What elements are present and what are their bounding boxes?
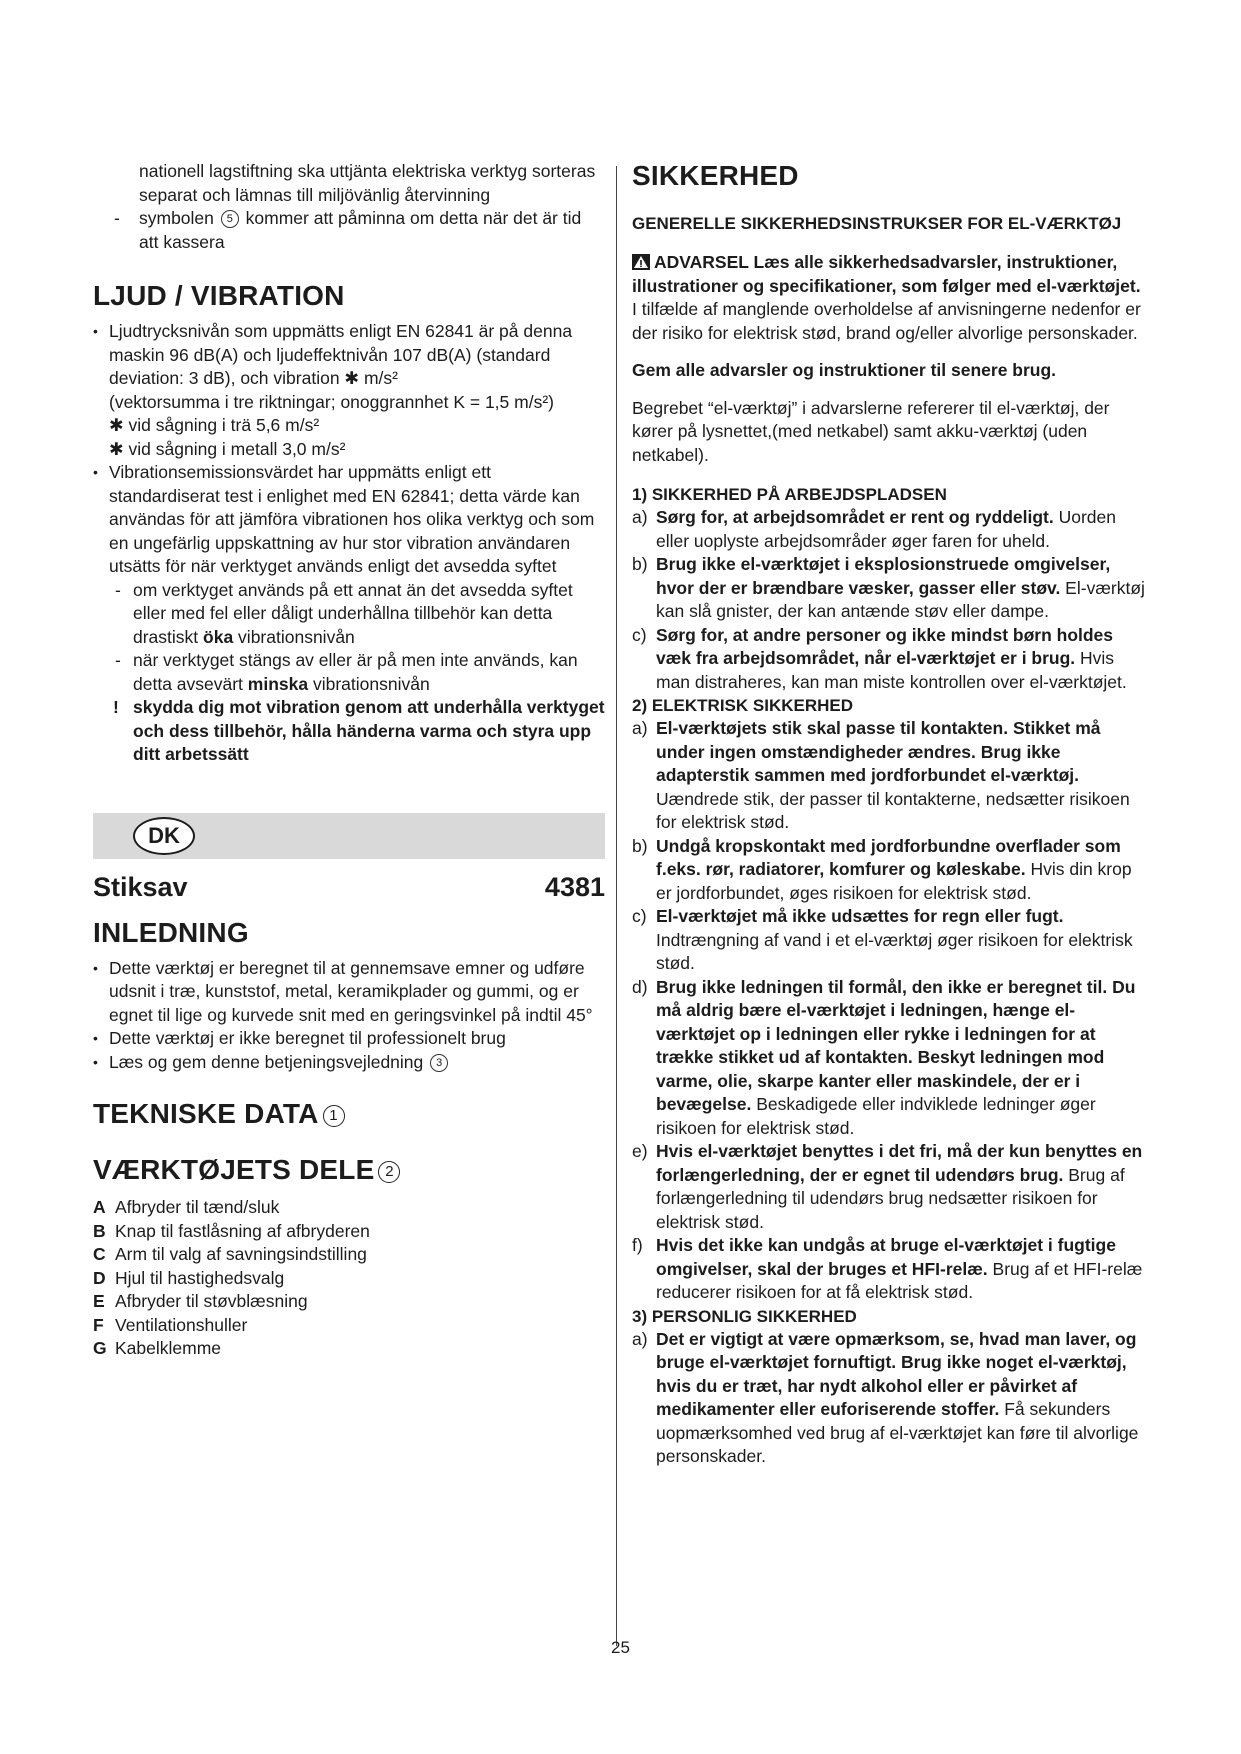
vibration-warning: ! skydda dig mot vibration genom att underhålla verktyget och dess tillbehör, hålla händerna varma och styra upp ditt arbetssätt — [113, 697, 605, 764]
left-column — [93, 160, 605, 1361]
product-name: Stiksav — [93, 871, 188, 902]
safety-item: d) Brug ikke ledningen til formål, den ikke er beregnet til. Du må aldrig bære el-værktøjet i ledningen, hænge el-værktøjet op i ledningen eller rykke i ledningen for at trække stikket ud af kontakten. Beskyt ledningen mod varme, olie, skarpe kanter eller maskindele, der er i bevægelse. Beskadigede eller indviklede ledninger øger risikoen for elektrisk stød. — [632, 976, 1136, 1138]
parts-list-item: C Arm til valg af savningsindstilling — [93, 1244, 367, 1264]
safety-item: b) Brug ikke el-værktøjet i eksplosionstruede omgivelser, hvor der er brændbare væsker, gasser eller støv. El-værktøj kan slå gnister, der kan antænde støv eller dampe. — [632, 554, 1145, 621]
inledning-bullet-1: • Dette værktøj er beregnet til at gennemsave emner og udføre udsnit i træ, kunststof, metal, keramikplader og gummi, og er egnet til lige og kurvede snit med en geringsvinkel på indtil 45° — [93, 957, 593, 1025]
safety-item: c) El-værktøjet må ikke udsættes for regn eller fugt. Indtrængning af vand i et el-værktøj øger risikoen for elektrisk stød. — [632, 906, 1133, 973]
inledning-bullet-3: • Læs og gem denne betjeningsvejledning 3 — [93, 1051, 605, 1075]
advarsel-paragraph: ADVARSEL Læs alle sikkerhedsadvarsler, instruktioner, illustrationer og specifikationer, som følger med el-værktøjet. I tilfælde af manglende overholdelse af anvisningerne nedenfor er der risiko for elektrisk stød, brand og/eller alvorlige personskader. — [632, 252, 1141, 343]
safety-item: a) El-værktøjets stik skal passe til kontakten. Stikket må under ingen omstændigheder ændres. Brug ikke adapterstik sammen med jordforbundet el-værktøj. Uændrede stik, der passer til kontakterne, nedsætter risikoen for elektrisk stød. — [632, 718, 1130, 832]
inledning-bullet-2: • Dette værktøj er ikke beregnet til professionelt brug — [93, 1028, 506, 1048]
inledning-heading: INLEDNING — [93, 916, 249, 948]
recycling-symbol-item: - symbolen 5 kommer att påminna om detta när det är tid att kassera — [114, 208, 582, 252]
safety-item: c) Sørg for, at andre personer og ikke mindst børn holdes væk fra arbejdsområdet, når el-værktøjet er i brug. Hvis man distraheres, kan man miste kontrollen over el-værktøjet. — [632, 624, 1127, 692]
safety-item: f) Hvis det ikke kan undgås at bruge el-værktøjet i fugtige omgivelser, skal der bruges et HFI-relæ. Brug af et HFI-relæ reducerer risikoen for at få elektrisk stød. — [632, 1235, 1143, 1302]
recycling-text: nationell lagstiftning ska uttjänta elektriska verktyg sorteras separat och lämnas till miljövänlig återvinning — [139, 161, 596, 205]
ljud-vibration-heading: LJUD / VIBRATION — [93, 280, 345, 311]
safety-item: e) Hvis el-værktøjet benyttes i det fri, må der kun benyttes en forlængerledning, der er egnet til udendørs brug. Brug af forlængerledning til udendørs brug nedsætter risikoen for elektrisk stød. — [632, 1141, 1143, 1232]
section-2-heading: 2) ELEKTRISK SIKKERHED — [632, 696, 854, 715]
language-band — [93, 813, 605, 859]
vibration-dash-2: - när verktyget stängs av eller är på men inte används, kan detta avsevärt minska vibrationsnivån — [115, 650, 578, 694]
vibration-dash-1: - om verktyget används på ett annat än det avsedda syftet eller med fel eller dåligt underhållna tillbehör kan detta drastiskt öka vibrationsnivån — [115, 579, 573, 647]
product-title-row — [93, 871, 605, 903]
exclamation-icon: ! — [113, 697, 119, 717]
ljud-bullet-1: • Ljudtrycksnivån som uppmätts enligt EN 62841 är på denna maskin 96 dB(A) och ljudeffektnivån 107 dB(A) (standard deviation: 3 dB), och vibration ✱ m/s² (vektorsumma i tre riktningar; onoggrannhet K = 1,5 m/s²) ✱ vid sågning i trä 5,6 m/s² ✱ vid sågning i metall 3,0 m/s² — [93, 320, 605, 461]
right-column — [632, 160, 1147, 1469]
ljud-bullet-2: • Vibrationsemissionsvärdet har uppmätts enligt ett standardiserat test i enlighet med EN 62841; detta värde kan användas för att jämföra vibrationen hos olika verktyg och som en ungefärlig uppskattning av hur stor vibration användaren utsätts för när verktyget används enligt det avsedda syftet — [93, 462, 595, 576]
ref-1-icon: 1 — [323, 1105, 345, 1127]
ljud-tra: ✱ vid sågning i trä 5,6 m/s² — [109, 415, 320, 435]
parts-list-item: D Hjul til hastighedsvalg — [93, 1267, 285, 1288]
parts-list-item: A Afbryder til tænd/sluk — [93, 1197, 280, 1217]
page-number: 25 — [611, 1638, 630, 1657]
parts-list-item: F Ventilationshuller — [93, 1314, 248, 1335]
ljud-metall: ✱ vid sågning i metall 3,0 m/s² — [109, 438, 346, 459]
begrebet-paragraph: Begrebet “el-værktøj” i advarslerne refererer til el-værktøj, der kører på lysnettet,(med netkabel) samt akku-værktøj (uden netkabel). — [632, 397, 1110, 465]
parts-list — [93, 1196, 605, 1361]
product-number: 4381 — [544, 871, 605, 902]
safety-item: a) Sørg for, at arbejdsområdet er rent og ryddeligt. Uorden eller uoplyste arbejdsområder øger faren for uheld. — [632, 507, 1116, 551]
parts-list-item: E Afbryder til støvblæsning — [93, 1291, 308, 1311]
parts-list-item: G Kabelklemme — [93, 1338, 222, 1358]
symbol-label: symbolen — [139, 208, 214, 228]
generelle-heading: GENERELLE SIKKERHEDSINSTRUKSER FOR EL-VÆRKTØJ — [632, 214, 1122, 233]
ljud-vektorsumma: (vektorsumma i tre riktningar; onoggrannhet K = 1,5 m/s²) — [109, 391, 554, 412]
column-divider — [616, 166, 617, 1646]
symbol-5-icon: 5 — [221, 210, 239, 228]
symbol-text: kommer att påminna om detta när det är tid att kassera — [139, 208, 582, 252]
section-1-heading: 1) SIKKERHED PÅ ARBEJDSPLADSEN — [632, 485, 947, 504]
sikkerhed-heading: SIKKERHED — [632, 160, 799, 191]
language-badge: DK — [133, 817, 195, 855]
ref-3-icon: 3 — [430, 1054, 448, 1072]
ref-2-icon: 2 — [378, 1161, 400, 1183]
gem-instruktioner: Gem alle advarsler og instruktioner til senere brug. — [632, 360, 1057, 380]
safety-item: b) Undgå kropskontakt med jordforbundne overflader som f.eks. rør, radiatorer, komfurer og køleskabe. Hvis din krop er jordforbundet, øges risikoen for elektrisk stød. — [632, 835, 1132, 903]
warning-icon — [632, 254, 650, 270]
tekniske-data-heading: TEKNISKE DATA 1 — [93, 1098, 605, 1130]
vaerktojets-dele-heading: VÆRKTØJETS DELE 2 — [93, 1154, 605, 1186]
section-3-heading: 3) PERSONLIG SIKKERHED — [632, 1306, 857, 1326]
parts-list-item: B Knap til fastlåsning af afbryderen — [93, 1220, 370, 1241]
safety-item: a) Det er vigtigt at være opmærksom, se, hvad man laver, og bruge el-værktøjet fornuftigt. Brug ikke noget el-værktøj, hvis du er træt, har nydt alkohol eller er påvirket af medikamenter eller euforiserende stoffer. Få sekunders uopmærksomhed ved brug af el-værktøjet kan føre til alvorlige personskader. — [632, 1328, 1139, 1466]
